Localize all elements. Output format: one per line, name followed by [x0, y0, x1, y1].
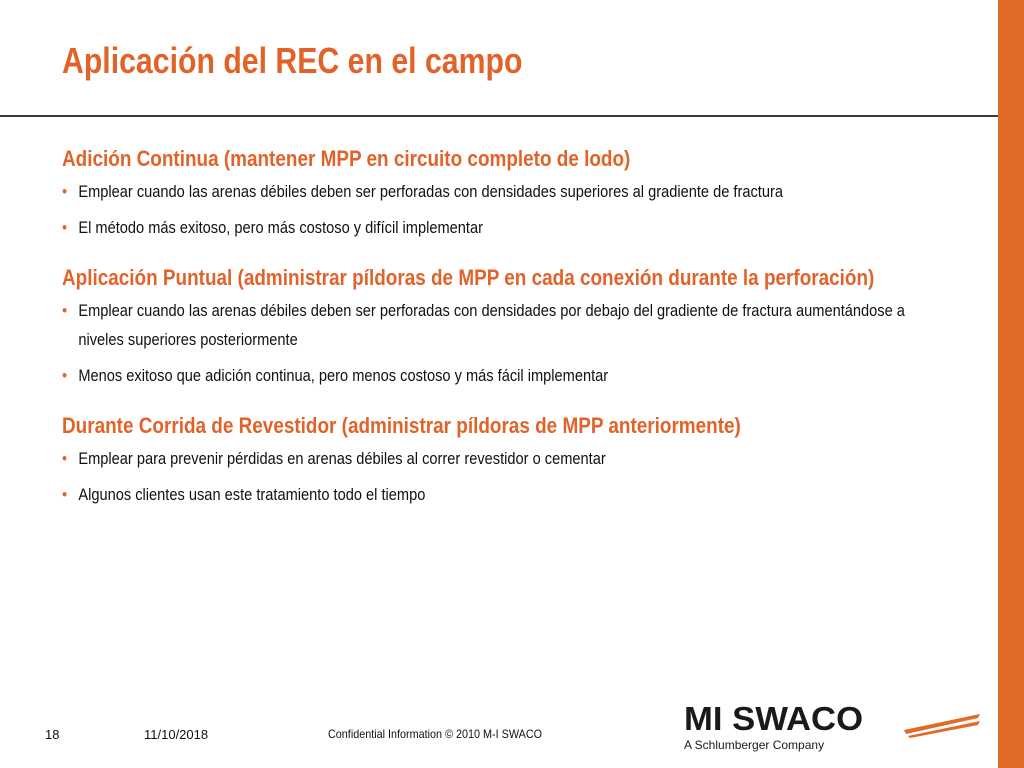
slide-title: Aplicación del REC en el campo [62, 40, 523, 81]
bullet-list [62, 444, 932, 509]
bullet-icon: • [62, 301, 68, 320]
bullet-text: Menos exitoso que adición continua, pero menos costoso y más fácil implementar [78, 366, 609, 385]
bullet-item [62, 177, 938, 206]
logo-wordmark: MI SWACO [684, 700, 864, 737]
bullet-text: Emplear cuando las arenas débiles deben ser perforadas con densidades superiores al gradiente de fractura [78, 182, 783, 201]
bullet-list [62, 296, 932, 390]
bullet-text: El método más exitoso, pero más costoso y difícil implementar [78, 218, 483, 237]
section-heading: Durante Corrida de Revestidor (administrar píldoras de MPP anteriormente) [62, 413, 741, 438]
bullet-icon: • [62, 485, 68, 504]
section-continuous-addition [62, 143, 932, 242]
section-casing-run [62, 410, 932, 509]
bullet-icon: • [62, 182, 68, 201]
swaco-swoosh-icon [902, 708, 982, 738]
confidential-notice: Confidential Information © 2010 M-I SWACO [328, 727, 543, 741]
section-heading: Aplicación Puntual (administrar píldoras de MPP en cada conexión durante la perforación) [62, 265, 875, 290]
footer-date: 11/10/2018 [144, 727, 209, 742]
bullet-text: Emplear para prevenir pérdidas en arenas débiles al correr revestidor o cementar [78, 449, 606, 468]
slide-content [62, 143, 932, 529]
bullet-list [62, 177, 932, 242]
orange-side-bar [998, 0, 1024, 768]
bullet-item [62, 213, 938, 242]
bullet-text: Algunos clientes usan este tratamiento todo el tiempo [78, 485, 426, 504]
bullet-icon: • [62, 449, 68, 468]
page-number: 18 [45, 727, 60, 742]
company-logo [684, 700, 984, 760]
bullet-item [62, 480, 938, 509]
bullet-item [62, 361, 938, 390]
bullet-icon: • [62, 218, 68, 237]
title-divider [0, 115, 998, 117]
bullet-icon: • [62, 366, 68, 385]
bullet-item [62, 296, 938, 354]
bullet-item [62, 444, 938, 473]
bullet-text: Emplear cuando las arenas débiles deben ser perforadas con densidades por debajo del gradiente de fractura aumentándose a niveles superiores posteriormente [78, 301, 905, 349]
section-spot-application [62, 262, 932, 390]
logo-subtitle: A Schlumberger Company [684, 738, 825, 752]
section-heading: Adición Continua (mantener MPP en circuito completo de lodo) [62, 146, 631, 171]
